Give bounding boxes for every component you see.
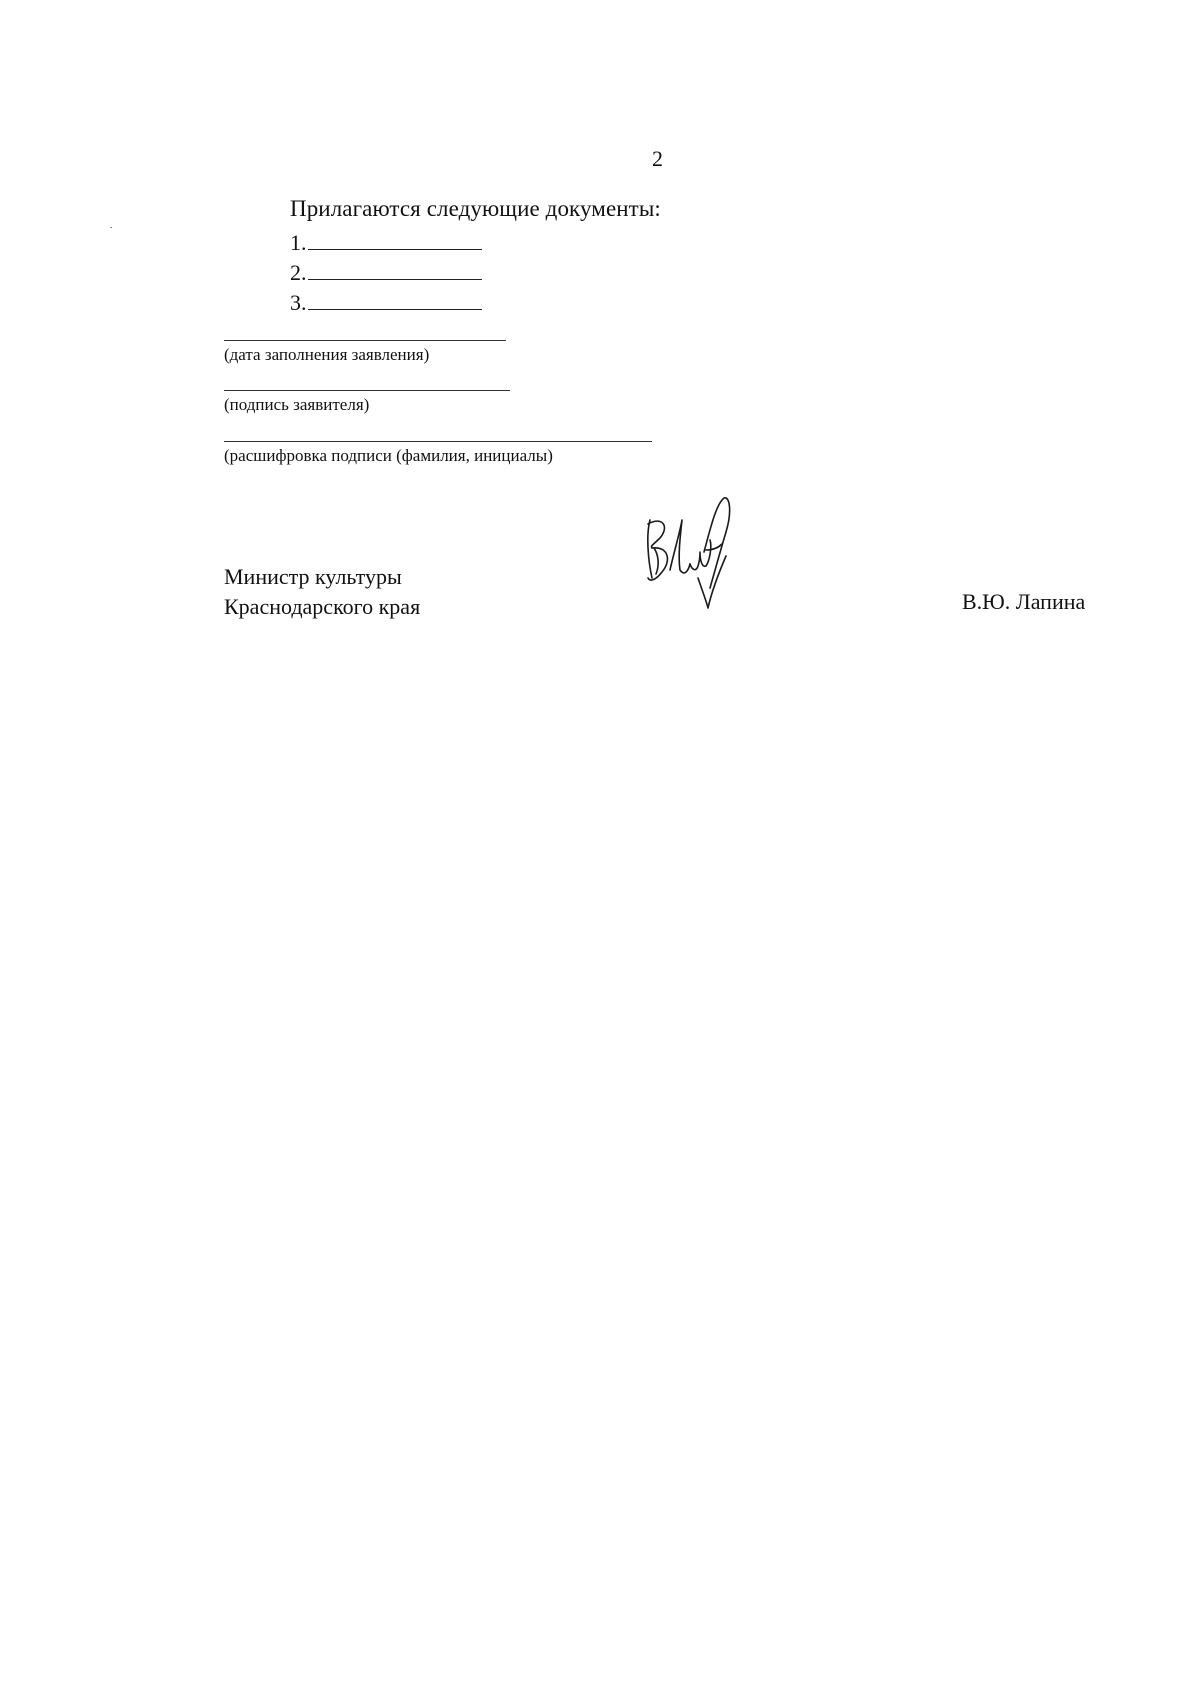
date-blank-line: [224, 340, 506, 341]
signatory-title: [224, 562, 420, 622]
signature-caption: (подпись заявителя): [224, 395, 370, 414]
attachment-blank-line: [308, 248, 482, 250]
attachment-blank-line: [308, 278, 482, 280]
attachment-blank-line: [308, 308, 482, 310]
scan-speck: [110, 227, 112, 228]
decode-caption: (расшифровка подписи (фамилия, инициалы): [224, 446, 553, 465]
signature-decode-field: [224, 441, 652, 466]
page-number: 2: [652, 146, 663, 171]
applicant-signature-field: [224, 390, 510, 415]
signatory-title-line2: Краснодарского края: [224, 594, 421, 619]
date-caption: (дата заполнения заявления): [224, 345, 430, 364]
handwritten-signature-icon: [640, 490, 740, 620]
attachment-item: [290, 286, 482, 316]
attachment-item: [290, 226, 482, 256]
attachments-heading: Прилагаются следующие документы:: [290, 196, 661, 221]
attachment-item: [290, 256, 482, 286]
signature-blank-line: [224, 390, 510, 391]
attachments-list: [290, 226, 482, 316]
attachment-number: 3.: [290, 290, 307, 315]
signatory-title-line1: Министр культуры: [224, 564, 402, 589]
attachment-number: 2.: [290, 260, 307, 285]
decode-blank-line: [224, 441, 652, 442]
signatory-name: В.Ю. Лапина: [962, 589, 1086, 614]
date-field: [224, 340, 506, 365]
attachment-number: 1.: [290, 230, 307, 255]
